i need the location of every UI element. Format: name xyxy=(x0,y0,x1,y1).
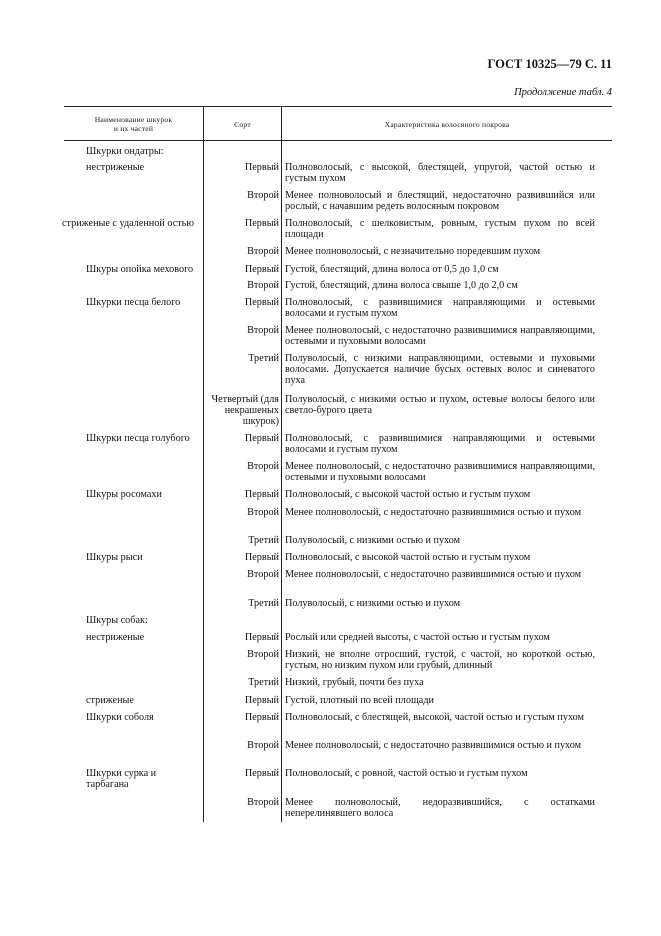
row-description: Полноволосый, с шелковистым, ровным, густым пухом по всей площади xyxy=(285,218,595,240)
row-name: Шкурки сурка и тарбагана xyxy=(86,768,157,790)
row-name: Шкурки ондатры: xyxy=(86,146,164,157)
row-grade: Третий xyxy=(248,677,279,688)
row-description: Менее полноволосый, с недостаточно развившимися остью и пухом xyxy=(285,569,582,580)
row-name: Шкуры росомахи xyxy=(86,489,162,500)
row-description: Полноволосый, с ровной, частой остью и густым пухом xyxy=(285,768,528,779)
row-name: Шкуры рыси xyxy=(86,552,143,563)
row-description: Менее полноволосый, с недостаточно развившимися направляющими, остевыми и пуховыми волосами xyxy=(285,461,595,483)
row-description: Полуволосый, с низкими остью и пухом xyxy=(285,598,461,609)
row-grade: Второй xyxy=(247,461,279,472)
column-header-description: Характеристика волосяного покрова xyxy=(384,119,510,129)
row-description: Полноволосый, с развившимися направляющими и остевыми волосами и густым пухом xyxy=(285,433,595,455)
row-grade: Третий xyxy=(248,598,279,609)
row-grade: Второй xyxy=(247,280,279,291)
row-description: Полноволосый, с блестящей, высокой, частой остью и густым пухом xyxy=(285,712,585,723)
row-description: Низкий, не вполне отросший, густой, с частой, но короткой остью, густым, но низким пухом или грубый, длинный xyxy=(285,649,595,671)
row-name: Шкуры опойка мехового xyxy=(86,264,194,275)
row-description: Полноволосый, с развившимися направляющими и остевыми волосами и густым пухом xyxy=(285,297,595,319)
row-name: Шкурки песца белого xyxy=(86,297,181,308)
row-name: нестриженые xyxy=(86,162,145,173)
row-grade: Второй xyxy=(247,246,279,257)
row-description: Менее полноволосый, с недостаточно развившимися направляющими, остевыми и пуховыми волосами xyxy=(285,325,595,347)
row-description: Полноволосый, с высокой частой остью и густым пухом xyxy=(285,489,531,500)
row-grade: Первый xyxy=(244,218,279,229)
row-name: Шкуры собак: xyxy=(86,615,148,626)
row-grade: Второй xyxy=(247,649,279,660)
row-grade: Второй xyxy=(247,740,279,751)
row-grade: Третий xyxy=(248,535,279,546)
row-description: Менее полноволосый, с незначительно поредевшим пухом xyxy=(285,246,541,257)
row-name: Шкурки песца голубого xyxy=(86,433,190,444)
row-grade: Первый xyxy=(244,162,279,173)
row-description: Рослый или средней высоты, с частой остью и густым пухом xyxy=(285,632,550,643)
column-header-grade: Сорт xyxy=(234,119,251,129)
row-grade: Второй xyxy=(247,797,279,808)
row-description: Низкий, грубый, почти без пуха xyxy=(285,677,424,688)
row-grade: Первый xyxy=(244,695,279,706)
row-grade: Первый xyxy=(244,632,279,643)
row-name: Шкурки соболя xyxy=(86,712,154,723)
row-grade: Первый xyxy=(244,433,279,444)
row-grade: Второй xyxy=(247,569,279,580)
row-grade: Второй xyxy=(247,325,279,336)
row-grade: Первый xyxy=(244,552,279,563)
row-description: Полуволосый, с низкими остью и пухом xyxy=(285,535,461,546)
row-grade: Второй xyxy=(247,507,279,518)
row-description: Менее полноволосый, с недостаточно развившимися остью и пухом xyxy=(285,507,582,518)
row-description: Полноволосый, с высокой частой остью и густым пухом xyxy=(285,552,531,563)
row-grade: Первый xyxy=(244,297,279,308)
row-grade: Третий xyxy=(248,353,279,364)
row-description: Густой, блестящий, длина волоса от 0,5 до 1,0 см xyxy=(285,264,499,275)
row-grade: Первый xyxy=(244,489,279,500)
page-title: ГОСТ 10325—79 С. 11 xyxy=(487,57,612,71)
table-continuation-label: Продолжение табл. 4 xyxy=(514,87,612,98)
row-grade: Четвертый (для некрашеных шкурок) xyxy=(211,394,279,427)
row-description: Менее полноволосый, с недостаточно развившимися остью и пухом xyxy=(285,740,582,751)
row-description: Менее полноволосый, недоразвившийся, с остатками неперелинявшего волоса xyxy=(285,797,595,819)
row-description: Полуволосый, с низкими остью и пухом, остевые волосы белого или светло-бурого цвета xyxy=(285,394,595,416)
row-name: стриженые xyxy=(86,695,134,706)
row-description: Густой, плотный по всей площади xyxy=(285,695,434,706)
column-header-name: Наименование шкурок и их частей xyxy=(94,115,173,133)
row-grade: Первый xyxy=(244,768,279,779)
row-description: Менее полноволосый и блестящий, недостаточно развившийся или рослый, с начавшим редеть волосяным покровом xyxy=(285,190,595,212)
row-description: Полноволосый, с высокой, блестящей, упругой, частой остью и густым пухом xyxy=(285,162,595,184)
row-name: нестриженые xyxy=(86,632,145,643)
row-grade: Первый xyxy=(244,712,279,723)
row-description: Полуволосый, с низкими направляющими, остевыми и пуховыми волосами. Допускается наличие бусых остевых волос и синеватого пуха xyxy=(285,353,595,386)
row-grade: Второй xyxy=(247,190,279,201)
row-name: стриженые с удаленной остью xyxy=(62,218,194,229)
row-grade: Первый xyxy=(244,264,279,275)
row-description: Густой, блестящий, длина волоса свыше 1,0 до 2,0 см xyxy=(285,280,518,291)
